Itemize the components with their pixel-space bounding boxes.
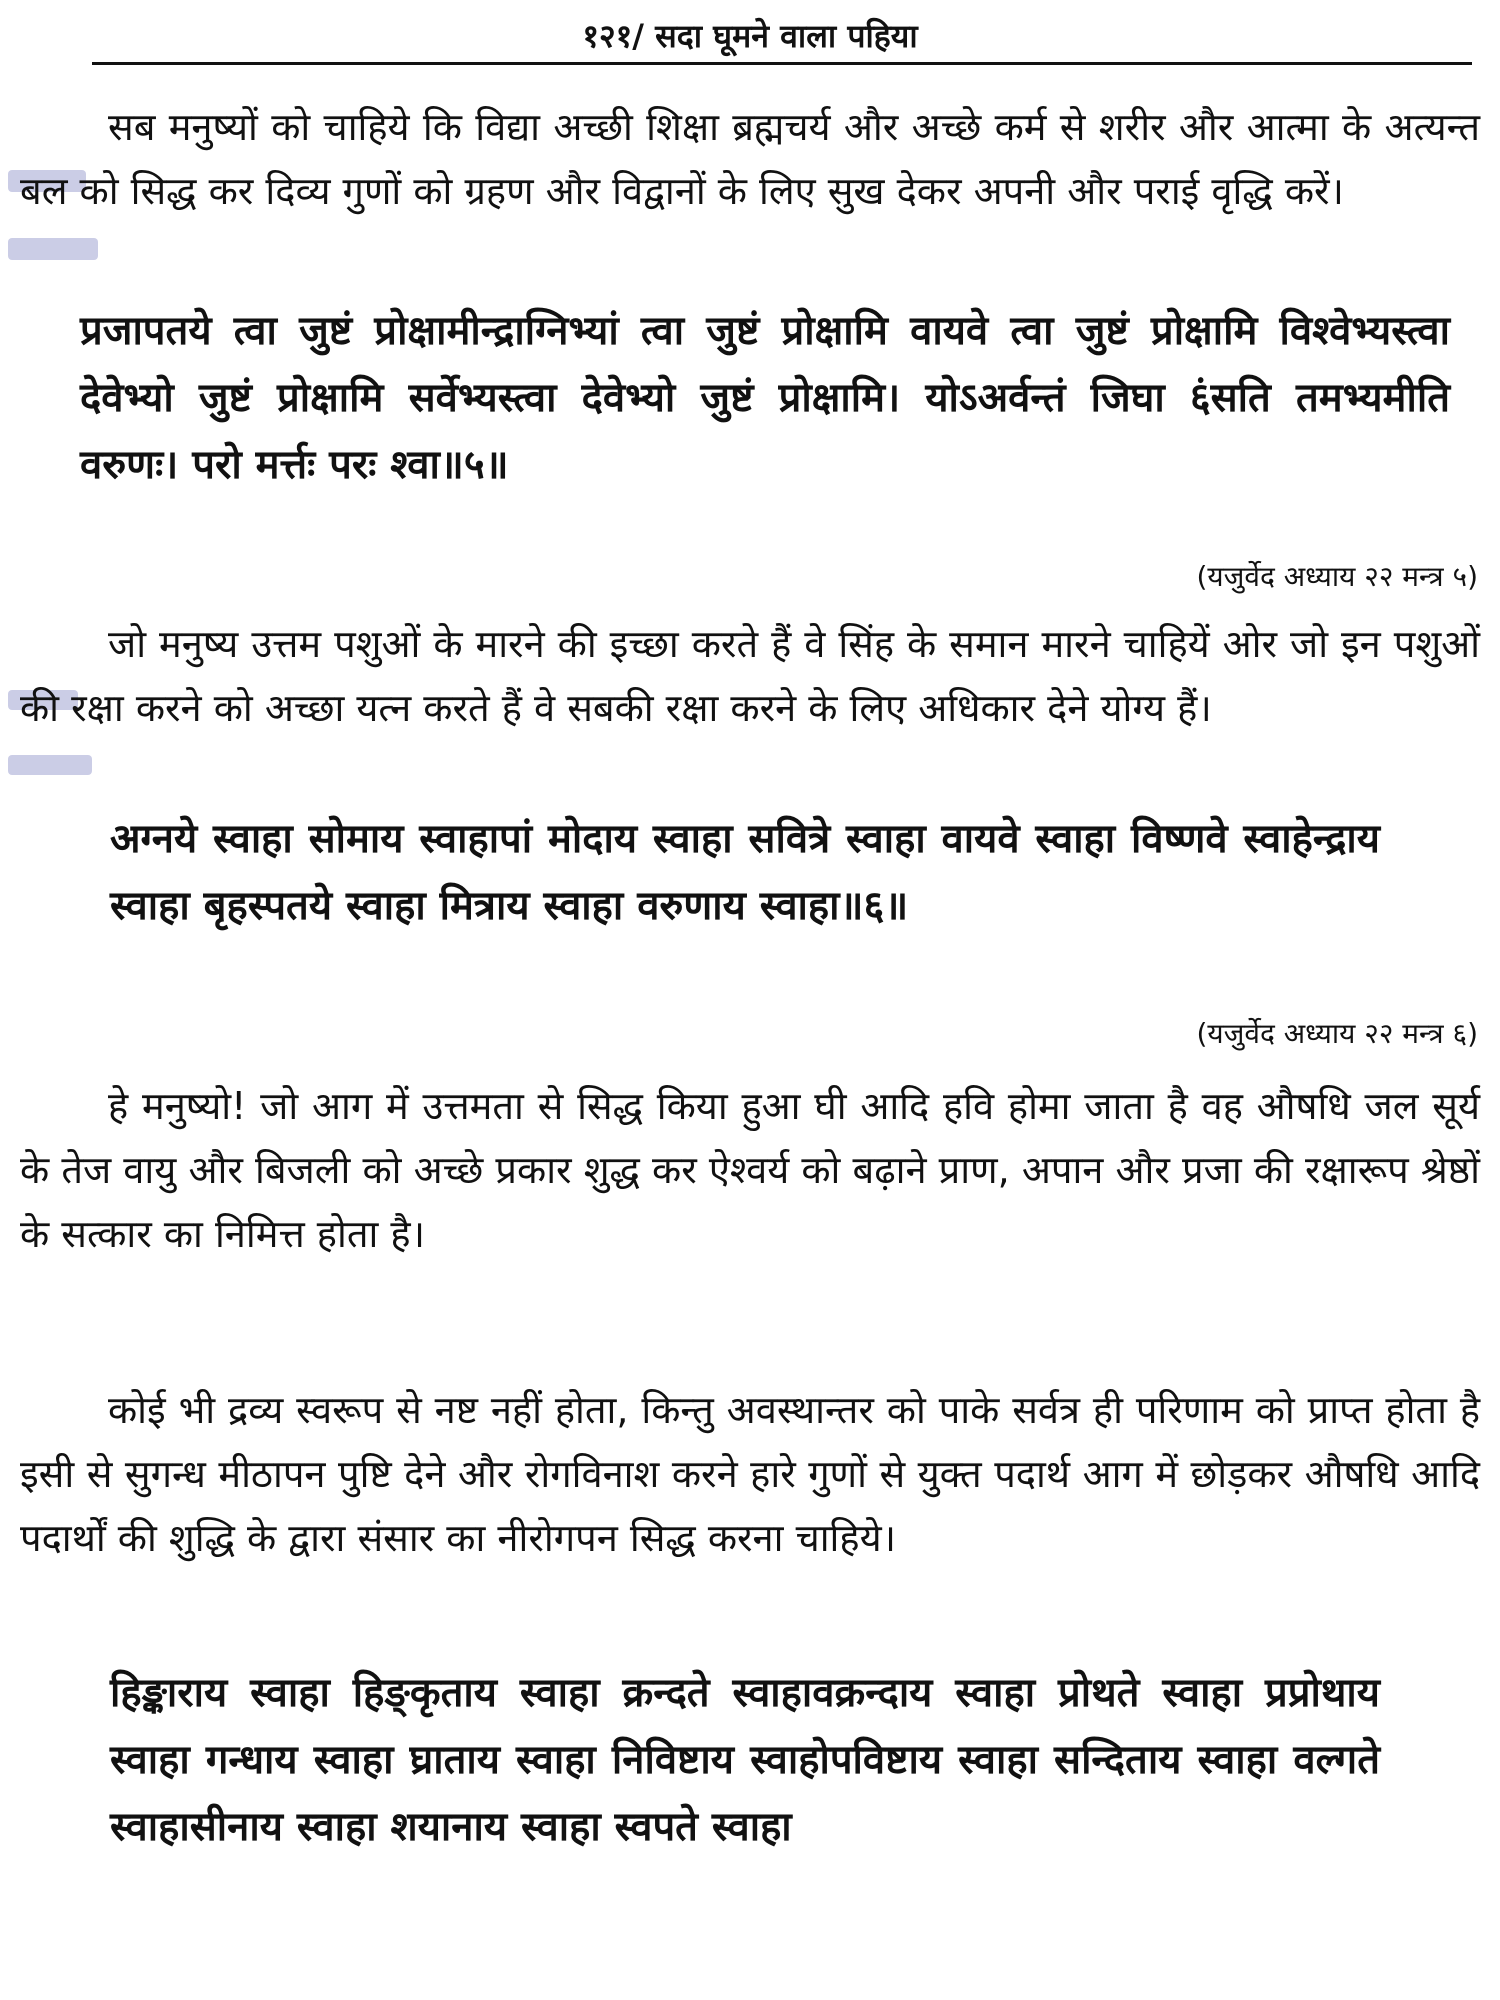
header-rule (92, 62, 1472, 65)
paragraph: जो मनुष्य उत्तम पशुओं के मारने की इच्छा करते हैं वे सिंह के समान मारने चाहियें ओर जो इन पशुओं की रक्षा करने को अच्छा यत्न करते हैं वे सबकी रक्षा करने के लिए अधिकार देने योग्य हैं। (20, 622, 1480, 730)
paragraph: कोई भी द्रव्य स्वरूप से नष्ट नहीं होता, किन्तु अवस्थान्तर को पाके सर्वत्र ही परिणाम को प्राप्त होता है इसी से सुगन्ध मीठापन पुष्टि देने और रोगविनाश करने हारे गुणों से युक्त पदार्थ आग में छोड़कर औषधि आदि पदार्थों की शुद्धि के द्वारा संसार का नीरोगपन सिद्ध करना चाहिये। (20, 1388, 1480, 1560)
verse-reference: (यजुर्वेद अध्याय २२ मन्त्र ६) (1196, 1017, 1478, 1050)
mantra-verse: हिङ्काराय स्वाहा हिङ्कृताय स्वाहा क्रन्दते स्वाहावक्रन्दाय स्वाहा प्रोथते स्वाहा प्रप्रोथाय स्वाहा गन्धाय स्वाहा घ्राताय स्वाहा निविष्टाय स्वाहोपविष्टाय स्वाहा सन्दिताय स्वाहा वल्गते स्वाहासीनाय स्वाहा शयानाय स्वाहा स्वपते स्वाहा (110, 1670, 1380, 1850)
paragraph: सब मनुष्यों को चाहिये कि विद्या अच्छी शिक्षा ब्रह्मचर्य और अच्छे कर्म से शरीर और आत्मा के अत्यन्त बल को सिद्ध कर दिव्य गुणों को ग्रहण और विद्वानों के लिए सुख देकर अपनी और पराई वृद्धि करें। (20, 105, 1480, 213)
scan-bleed-mark (8, 238, 98, 260)
verse-reference: (यजुर्वेद अध्याय २२ मन्त्र ५) (1196, 560, 1478, 593)
paragraph: हे मनुष्यो! जो आग में उत्तमता से सिद्ध किया हुआ घी आदि हवि होमा जाता है वह औषधि जल सूर्य के तेज वायु और बिजली को अच्छे प्रकार शुद्ध कर ऐश्वर्य को बढ़ाने प्राण, अपान और प्रजा की रक्षारूप श्रेष्ठों के सत्कार का निमित्त होता है। (20, 1084, 1480, 1256)
page-header: १२१/ सदा घूमने वाला पहिया (582, 17, 918, 55)
mantra-verse: प्रजापतये त्वा जुष्टं प्रोक्षामीन्द्राग्निभ्यां त्वा जुष्टं प्रोक्षामि वायवे त्वा जुष्टं प्रोक्षामि विश्वेभ्यस्त्वा देवेभ्यो जुष्टं प्रोक्षामि सर्वेभ्यस्त्वा देवेभ्यो जुष्टं प्रोक्षामि। योऽअर्वन्तं जिघा ६ंसति तमभ्यमीति वरुणः। परो मर्त्तः परः श्वा॥५॥ (80, 308, 1450, 488)
scan-bleed-mark (8, 755, 92, 775)
mantra-verse: अग्नये स्वाहा सोमाय स्वाहापां मोदाय स्वाहा सवित्रे स्वाहा वायवे स्वाहा विष्णवे स्वाहेन्द्राय स्वाहा बृहस्पतये स्वाहा मित्राय स्वाहा वरुणाय स्वाहा॥६॥ (110, 816, 1380, 929)
